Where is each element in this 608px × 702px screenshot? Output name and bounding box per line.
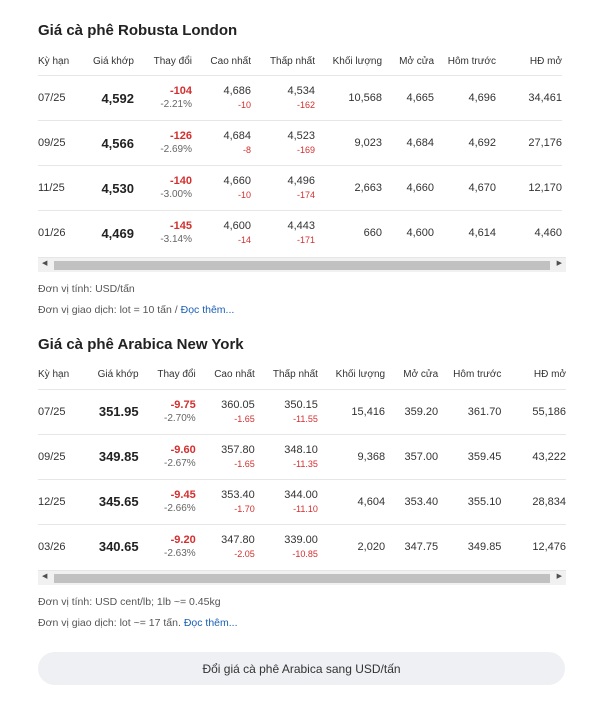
high-value: 347.80 [221,533,255,546]
robusta-scrollbar[interactable] [38,257,566,272]
term-cell: 09/25 [38,137,66,149]
high-value: 357.80 [221,443,255,456]
price-cell [87,434,138,479]
low-value: 4,523 [287,130,315,142]
arabica-unit-note: Đơn vị tính: USD cent/lb; 1lb ~= 0.45kg [38,596,221,608]
read-more-link[interactable]: Đọc thêm... [183,617,238,629]
col-high: Cao nhất [214,369,255,380]
term-cell: 07/25 [38,92,66,104]
col-price: Giá khớp [92,55,134,67]
change-percent: -2.70% [164,412,196,424]
price-value: 349.85 [98,449,139,464]
high-diff: -14 [237,235,251,246]
high-cell [196,524,255,569]
low-diff: -162 [296,100,315,110]
low-cell [255,479,318,524]
low-value: 4,443 [287,220,315,233]
volume-cell: 9,368 [357,450,386,463]
high-value: 4,600 [223,220,251,233]
arabica-lot-note [38,613,608,634]
robusta-table [38,47,562,256]
oi-cell: 43,222 [532,450,566,463]
price-cell [88,121,134,166]
table-row [38,434,566,479]
price-cell [87,389,138,434]
price-cell [88,166,134,211]
oi-cell: 12,476 [532,540,566,553]
oi-cell: 12,170 [528,182,562,194]
low-value: 350.15 [284,398,318,411]
change-value: -9.60 [170,443,196,456]
high-diff: -1.70 [234,503,255,514]
arabica-header-row [38,361,566,390]
open-cell: 4,684 [406,137,434,149]
high-diff: -8 [242,145,251,155]
change-cell [134,211,192,256]
col-term: Kỳ hạn [38,55,70,67]
low-cell [255,434,318,479]
open-cell: 4,600 [406,227,434,240]
col-oi: HĐ mở [533,369,566,380]
change-value: -9.20 [170,533,196,546]
high-diff: -1.65 [234,413,255,424]
oi-cell: 4,460 [534,227,562,240]
table-row [38,211,562,256]
low-cell [255,389,318,434]
scroll-left-icon[interactable]: ◀ [42,259,48,267]
col-volume: Khối lượng [332,55,382,67]
high-cell [192,121,251,166]
change-value: -126 [169,130,192,142]
prev-cell: 359.45 [467,450,502,463]
high-diff: -1.65 [234,458,255,469]
open-cell: 347.75 [404,540,439,553]
high-value: 353.40 [221,488,255,501]
change-value: -104 [169,85,192,97]
col-low: Thấp nhất [272,369,318,380]
scroll-thumb[interactable] [54,574,550,583]
prev-cell: 4,614 [468,227,496,240]
change-cell [134,76,192,121]
price-cell [87,524,138,569]
term-cell: 11/25 [38,182,65,194]
scroll-right-icon[interactable]: ▶ [556,573,562,580]
low-cell [251,211,315,256]
low-cell [255,524,318,569]
high-diff: -10 [237,100,251,110]
price-value: 4,566 [101,135,134,151]
high-cell [196,434,255,479]
price-value: 4,469 [101,225,134,241]
term-cell: 09/25 [38,450,66,463]
price-value: 340.65 [98,539,139,555]
change-value: -9.75 [170,398,196,411]
prev-cell: 4,692 [468,137,496,149]
open-cell: 359.20 [404,405,439,418]
prev-cell: 355.10 [467,495,502,508]
low-value: 339.00 [284,533,318,546]
price-value: 351.95 [98,404,139,419]
robusta-title: Giá cà phê Robusta London [38,22,238,39]
lot-note-text: Đơn vị giao dịch: lot ~= 17 tấn. [38,617,181,629]
high-value: 360.05 [221,398,255,411]
col-price: Giá khớp [97,369,139,380]
change-percent: -2.66% [164,502,196,514]
low-cell [251,121,315,166]
change-cell [134,121,192,166]
oi-cell: 28,834 [532,495,566,508]
change-value: -145 [169,220,192,233]
change-cell [139,524,196,569]
read-more-link[interactable]: Đọc thêm... [180,303,235,316]
robusta-header-row [38,47,562,76]
volume-cell: 660 [363,227,382,240]
high-cell [196,479,255,524]
volume-cell: 15,416 [351,405,386,418]
col-open: Mở cửa [399,55,434,67]
high-cell [192,211,251,256]
table-row [38,389,566,434]
low-value: 344.00 [284,488,318,501]
prev-cell: 4,670 [468,182,496,194]
oi-cell: 27,176 [528,137,562,149]
open-cell: 4,660 [406,182,434,194]
volume-cell: 4,604 [357,495,386,508]
change-percent: -2.69% [160,144,192,155]
change-value: -140 [169,175,192,187]
change-percent: -3.14% [160,234,192,246]
volume-cell: 2,020 [357,540,386,553]
low-value: 4,534 [287,85,315,97]
change-cell [139,434,196,479]
col-change: Thay đổi [153,55,192,67]
price-value: 4,530 [101,180,134,196]
scroll-right-icon[interactable]: ▶ [556,259,562,267]
col-change: Thay đổi [157,369,196,380]
robusta-table-container[interactable] [38,47,566,256]
high-value: 4,684 [223,130,251,142]
scroll-thumb[interactable] [54,261,550,270]
prev-cell: 361.70 [467,405,502,418]
table-row [38,76,562,121]
change-cell [139,389,196,434]
low-value: 4,496 [287,175,315,187]
change-percent: -3.00% [160,189,192,200]
low-diff: -11.10 [293,503,318,514]
volume-cell: 2,663 [354,182,382,194]
change-percent: -2.63% [164,547,196,559]
price-cell [88,211,134,256]
arabica-table-container[interactable] [38,361,566,570]
price-cell [87,479,138,524]
col-open: Mở cửa [403,369,439,380]
volume-cell: 9,023 [354,137,382,149]
arabica-table [38,361,566,570]
high-cell [196,389,255,434]
change-value: -9.45 [170,488,196,501]
scroll-left-icon[interactable]: ◀ [42,573,48,580]
low-diff: -174 [296,190,315,200]
price-cell [88,76,134,121]
table-row [38,121,562,166]
open-cell: 4,665 [406,92,434,104]
low-diff: -10.85 [292,548,318,559]
high-diff: -2.05 [234,548,255,559]
term-cell: 01/26 [38,227,66,240]
low-cell [251,166,315,211]
lot-note-text: Đơn vị giao dịch: lot = 10 tấn / [38,303,178,316]
col-prev: Hôm trước [447,55,496,67]
low-diff: -169 [296,145,315,155]
price-value: 345.65 [98,494,139,509]
col-prev: Hôm trước [453,369,502,380]
high-cell [192,166,251,211]
term-cell: 07/25 [38,405,66,418]
robusta-unit-note: Đơn vị tính: USD/tấn [38,282,135,295]
prev-cell: 4,696 [468,92,496,104]
price-value: 4,592 [101,90,134,106]
change-cell [139,479,196,524]
prev-cell: 349.85 [467,540,502,553]
oi-cell: 34,461 [528,92,562,104]
oi-cell: 55,186 [532,405,566,418]
col-volume: Khối lượng [335,369,386,380]
col-oi: HĐ mở [529,55,562,67]
arabica-title: Giá cà phê Arabica New York [38,335,244,353]
volume-cell: 10,568 [348,92,382,104]
low-cell [251,76,315,121]
robusta-lot-note [38,300,608,321]
open-cell: 357.00 [404,450,439,463]
arabica-scrollbar[interactable] [38,570,566,585]
table-row [38,166,562,211]
table-row [38,479,566,524]
table-row [38,524,566,569]
term-cell: 03/26 [38,540,66,553]
term-cell: 12/25 [38,495,66,508]
low-diff: -11.55 [293,413,318,424]
col-term: Kỳ hạn [38,369,70,380]
change-percent: -2.67% [164,457,196,469]
high-value: 4,686 [223,85,251,97]
low-diff: -11.35 [293,458,318,469]
col-high: Cao nhất [210,55,251,67]
change-percent: -2.21% [160,99,192,110]
convert-arabica-button[interactable]: Đổi giá cà phê Arabica sang USD/tấn [38,652,565,685]
low-diff: -171 [296,235,315,246]
high-cell [192,76,251,121]
high-value: 4,660 [223,175,251,187]
change-cell [134,166,192,211]
low-value: 348.10 [284,443,318,456]
col-low: Thấp nhất [269,55,315,67]
open-cell: 353.40 [404,495,439,508]
high-diff: -10 [237,190,251,200]
